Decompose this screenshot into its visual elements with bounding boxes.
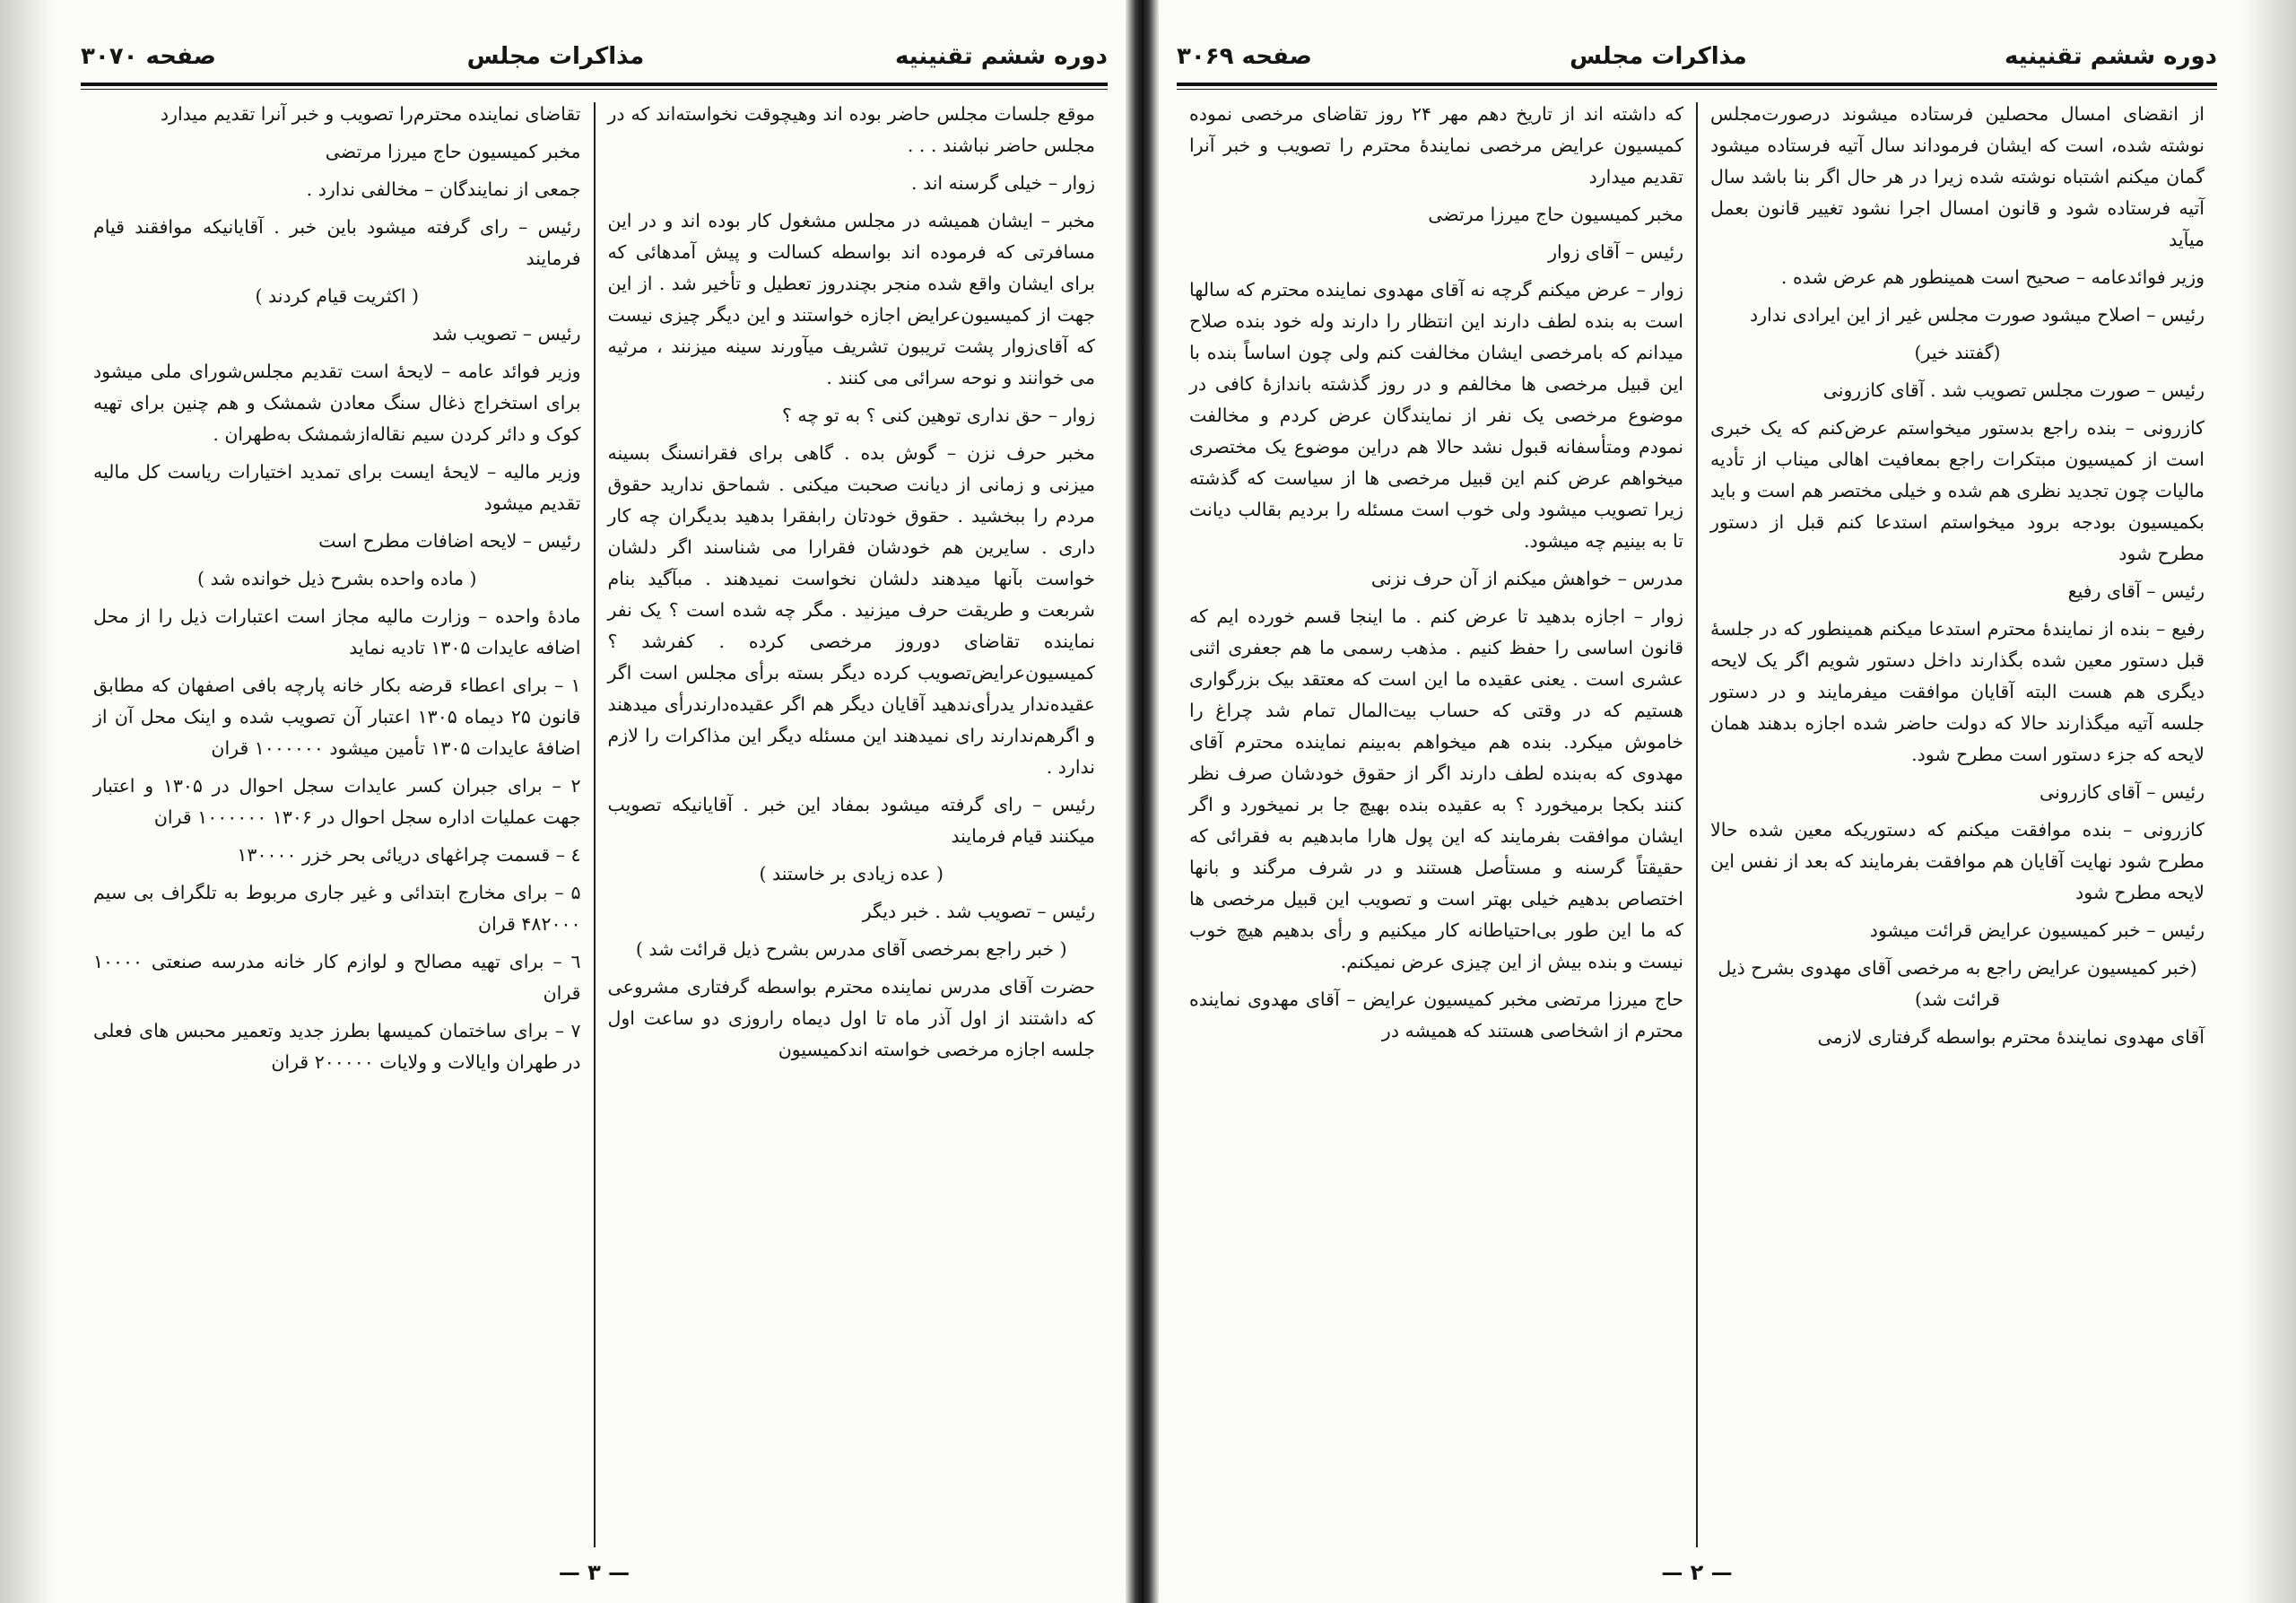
paragraph: مخبر – ایشان همیشه در مجلس مشغول کار بوده اند و در این مسافرتی که فرموده اند بواسطه کسالت و پیش آمدهائی که برای ایشان واقع شده منجر بچندروز تعطیل و تأخیر شد . از این جهت از کمیسیون‌عرایض اجازه خواستند و این دیگر چیزی نیست که آقای‌زوار پشت تریبون تشریف میآورند سینه میزنند ، مرثیه می خوانند و نوحه سرائی می کنند .: [607, 210, 1095, 388]
paragraph: زوار – عرض میکنم گرچه نه آقای مهدوی نماینده محترم که سالها است به بنده لطف دارند این انتظار را دارند وله خود بنده صلاح میدانم که بامرخصی ایشان مخالفت کنم ولی چون اساساً بنده با این قبیل مرخصی ها مخالفم و در روز گذشته باندازهٔ کافی در موضوع مرخصی یک نفر از نمایندگان عرض کردم و مخالفت نمودم ومتأسفانه قبول نشد حالا هم دراین موضوع یک مختصری میخواهم عرض کنم این قبیل مرخصی ها از سیاست که گذشته زیرا تصویب میشود ولی خوب است مسئله را بردیم بقالب دیانت تا به بینیم چه میشود.: [1189, 279, 1683, 552]
paragraph: رئیس – آقای رفیع: [2067, 580, 2205, 602]
paragraph: حاج میرزا مرتضی مخبر کمیسیون عرایض – آقای مهدوی نماینده محترم از اشخاصی هستند که همیشه در: [1189, 989, 1683, 1041]
column-divider: [594, 102, 596, 1547]
paragraph: آقای مهدوی نمایندهٔ محترم بواسطه گرفتاری لازمی: [1817, 1026, 2205, 1048]
paragraph: مخبر کمیسیون حاج میرزا مرتضی: [325, 141, 581, 162]
paragraph: رئیس – خبر کمیسیون عرایض قرائت میشود: [1869, 919, 2205, 941]
paragraph: کازرونی – بنده موافقت میکنم که دستوریکه معین شده حالا مطرح شود نهایت آقایان هم موافقت بفرمایند که بعد از نفس این لایحه مطرح شود: [1710, 819, 2205, 903]
paragraph: مدرس – خواهش میکنم از آن حرف نزنی: [1370, 568, 1683, 589]
text-column-left: [1177, 99, 1696, 1555]
paragraph: رئیس – صورت مجلس تصویب شد . آقای کازرونی: [1822, 379, 2205, 401]
header-rule: [81, 83, 1108, 86]
header-rule-thin: [1177, 89, 2217, 90]
paragraph: ۲ – برای جبران کسر عایدات سجل احوال در ۱۳۰۵ و اعتبار جهت عملیات اداره سجل احوال در ۱۳۰۶ ۱۰۰۰۰۰۰ قران: [93, 775, 581, 828]
header-period: دوره ششم تقنینیه: [2004, 43, 2217, 70]
paragraph: رفیع – بنده از نمایندهٔ محترم استدعا میکنم همینطور که در جلسهٔ قبل دستور معین شده بگذارند داخل دستور شویم اگر یک لایحه دیگری هم هست البته آقایان موافقت میفرمایند و در دستور جلسه آتیه میگذارند حالا که دولت حاضر شده اجازه بدهند همان لایحه که جزء دستور است مطرح شود.: [1710, 618, 2205, 765]
paragraph: ( اکثریت قیام کردند ): [255, 285, 419, 307]
paragraph: کازرونی – بنده راجع بدستور میخواستم عرض‌کنم که یک خبری است از کمیسیون مبتکرات راجع بمعافیت اهالی میناب از تأدیه مالیات چون تجدید نظری هم شده و خیلی مختصر هم است و باید بکمیسیون بودجه برود میخواستم استدعا کنم قبل از دستور مطرح شود: [1710, 417, 2205, 564]
text-columns: [1177, 99, 2217, 1555]
header-page-number: صفحه ۳۰۶۹: [1177, 43, 1312, 70]
paragraph: رئیس – رای گرفته میشود باین خبر . آقایانیکه موافقند قیام فرمایند: [93, 216, 581, 269]
header-rule-thin: [81, 89, 1108, 90]
text-columns: [81, 99, 1108, 1555]
paragraph: (خبر کمیسیون عرایض راجع به مرخصی آقای مهدوی بشرح ذیل قرائت شد): [1718, 957, 2197, 1010]
text-column-right: [1698, 99, 2217, 1555]
header-rule: [1177, 83, 2217, 86]
paragraph: ( ماده واحده بشرح ذیل خوانده شد ): [197, 568, 477, 589]
text-column-left: [81, 99, 594, 1555]
paragraph: رئیس – اصلاح میشود صورت مجلس غیر از این ایرادی ندارد: [1749, 304, 2205, 326]
paragraph: ٤ – قسمت چراغهای دریائی بحر خزر ۱۳۰۰۰۰: [237, 844, 581, 866]
paragraph: موقع جلسات مجلس حاضر بوده اند وهیچوقت نخواسته‌اند که در مجلس حاضر نباشند . . .: [607, 103, 1095, 156]
text-column-right: [596, 99, 1109, 1555]
paragraph: وزیر مالیه – لایحهٔ ایست برای تمدید اختیارات ریاست کل مالیه تقدیم میشود: [93, 461, 581, 514]
paragraph: مخبر حرف نزن – گوش بده . گاهی برای فقرانسنگ بسینه میزنی و زمانی از دیانت صحبت میکنی . شماحق ندارید حقوق مردم را ببخشید . حقوق خودتان رابفقرا بدهید بدیگران چه کار داری . سایرین هم خودشان فقرارا می شناسند اگر دلشان خواست بآنها میدهند دلشان نخواست نمیدهند . مبآگید بنام شربعت و طریقت حرف میزنید . مگر چه شده است ؟ یک نفر نماینده تقاضای دوروز مرخصی کرده . کفرشد ؟ کمیسیون‌عرایض‌تصویب کرده دیگر بسته برأی مجلس است اگر عقیده‌ندار یدرأی‌ندهید آقایان دیگر هم اگر عقیده‌دارندرأی میدهند و اگرهم‌ندارند رای نمیدهند این مسئله دیگر این مذاکرات را لازم ندارد .: [607, 442, 1095, 778]
paragraph: از انقضای امسال محصلین فرستاده میشوند درصورت‌مجلس نوشته شده، است که ایشان فرموداند سال آتیه فرستاده میشود گمان میکنم اشتباه نوشته شده زیرا در هر حال اگر بنا باشد سال آتیه فرستاده شود و قانون امسال اجرا نشود تغییر قانون بعمل میآید: [1710, 103, 2205, 250]
paragraph: ( عده زیادی بر خاستند ): [759, 863, 944, 884]
paragraph: وزیر فوائد عامه – لایحهٔ است تقدیم مجلس‌شورای ملی میشود برای استخراج ذغال سنگ معادن شمشک و هم چنین برای تهیه کوک و دائر کردن سیم نقاله‌ازشمشک به‌طهران .: [93, 361, 581, 445]
header-title: مذاکرات مجلس: [466, 43, 645, 70]
right-edge-shadow: [2242, 0, 2296, 1603]
paragraph: (گفتند خیر): [1914, 342, 2001, 363]
paragraph: رئیس – تصویب شد: [431, 323, 581, 344]
paragraph: زوار – خیلی گرسنه اند .: [910, 172, 1095, 194]
paragraph: جمعی از نمایندگان – مخالفی ندارد .: [306, 179, 581, 200]
paragraph: وزیر فوائدعامه – صحیح است همینطور هم عرض شده .: [1780, 266, 2205, 288]
paragraph: ۵ – برای مخارج ابتدائی و غیر جاری مربوط به تلگراف بی سیم ۴۸۲۰۰۰ قران: [93, 882, 581, 935]
column-divider: [1696, 102, 1698, 1547]
header-title: مذاکرات مجلس: [1570, 43, 1747, 70]
paragraph: زوار – اجازه بدهید تا عرض کنم . ما اینجا قسم خورده ایم که قانون اساسی را حفظ کنیم . مذهب رسمی ما هم جعفری اثنی عشری است . یعنی عقیده ما این است که معتقد بیک بزرگواری هستیم که در وقتی که حساب بیت‌المال تمام شد چراغ را خاموش میکرد. بنده هم میخواهم به‌بینم نماینده محترم آقای مهدوی که به‌بنده لطف دارند اگر از حقوق خودشان صرف نظر کنند بکجا برمیخورد ؟ به عقیده بنده بهیچ جا بر نمیخورد و اگر ایشان موافقت بفرمایند که این پول هارا مابدهیم به فقرائی که حقیقتاً گرسنه و مستأصل هستند و در شرف مرگند و بانها اختصاص بدهیم خیلی بهتر است و تصویب این قبیل مرخصی ها که ما این طور بی‌احتیاطانه کار میکنیم و رأی بدهیم هیچ خوب نیست و بنده بیش از این چیزی عرض نمیکنم.: [1189, 605, 1683, 972]
paragraph: رئیس – رای گرفته میشود بمفاد این خبر . آقایانیکه تصویب میکنند قیام فرمایند: [607, 794, 1095, 847]
header-period: دوره ششم تقنینیه: [894, 43, 1108, 70]
paragraph: ۱ – برای اعطاء قرضه بکار خانه پارچه بافی اصفهان که مطابق قانون ۲۵ دیماه ۱۳۰۵ اعتبار آن تصویب شده و اینک محل آن از اضافهٔ عایدات ۱۳۰۵ تأمین میشود ۱۰۰۰۰۰۰ قران: [93, 675, 581, 759]
paragraph: مادهٔ واحده – وزارت مالیه مجاز است اعتبارات ذیل را از محل اضافه عایدات ۱۳۰۵ تادیه نماید: [93, 605, 581, 658]
page-footer-number: — ۲ —: [1661, 1560, 1733, 1585]
right-page: [1159, 16, 2235, 1590]
paragraph: ۷ – برای ساختمان کمیسها بطرز جدید وتعمیر محبس های فعلی در طهران وایالات و ولایات ۲۰۰۰۰۰ قران: [93, 1020, 581, 1073]
page-footer-number: — ۳ —: [558, 1560, 631, 1585]
paragraph: رئیس – آقای زوار: [1548, 241, 1683, 263]
paragraph: ( خبر راجع بمرخصی آقای مدرس بشرح ذیل قرائت شد ): [635, 938, 1067, 960]
header-page-number: صفحه ۳۰۷۰: [81, 43, 216, 70]
page-header: [81, 36, 1108, 77]
paragraph: رئیس – لایحه اضافات مطرح است: [318, 530, 581, 552]
book-gutter: [1126, 0, 1159, 1603]
page-header: [1177, 36, 2217, 77]
paragraph: تقاضای نماینده محترم‌را تصویب و خبر آنرا تقدیم میدارد: [160, 103, 581, 125]
paragraph: رئیس – آقای کازرونی: [2039, 781, 2205, 803]
paragraph: که داشته اند از تاریخ دهم مهر ۲۴ روز تقاضای مرخصی نموده کمیسیون عرایض مرخصی نمایندهٔ محترم را تصویب و خبر آنرا تقدیم میدارد: [1189, 103, 1683, 187]
paragraph: مخبر کمیسیون حاج میرزا مرتضی: [1428, 204, 1683, 225]
paragraph: زوار – حق نداری توهین کنی ؟ به تو چه ؟: [781, 405, 1095, 426]
left-edge-shadow: [0, 0, 54, 1603]
paragraph: رئیس – تصویب شد . خبر دیگر: [862, 901, 1095, 922]
paragraph: ٦ – برای تهیه مصالح و لوازم کار خانه مدرسه صنعتی ۱۰۰۰۰ قران: [93, 951, 581, 1004]
left-page: [63, 16, 1126, 1590]
paragraph: حضرت آقای مدرس نماینده محترم بواسطه گرفتاری مشروعی که داشتند از اول آذر ماه تا اول دیماه راروزی دو ساعت اول جلسه اجازه مرخصی خواسته اندکمیسیون: [607, 976, 1095, 1060]
